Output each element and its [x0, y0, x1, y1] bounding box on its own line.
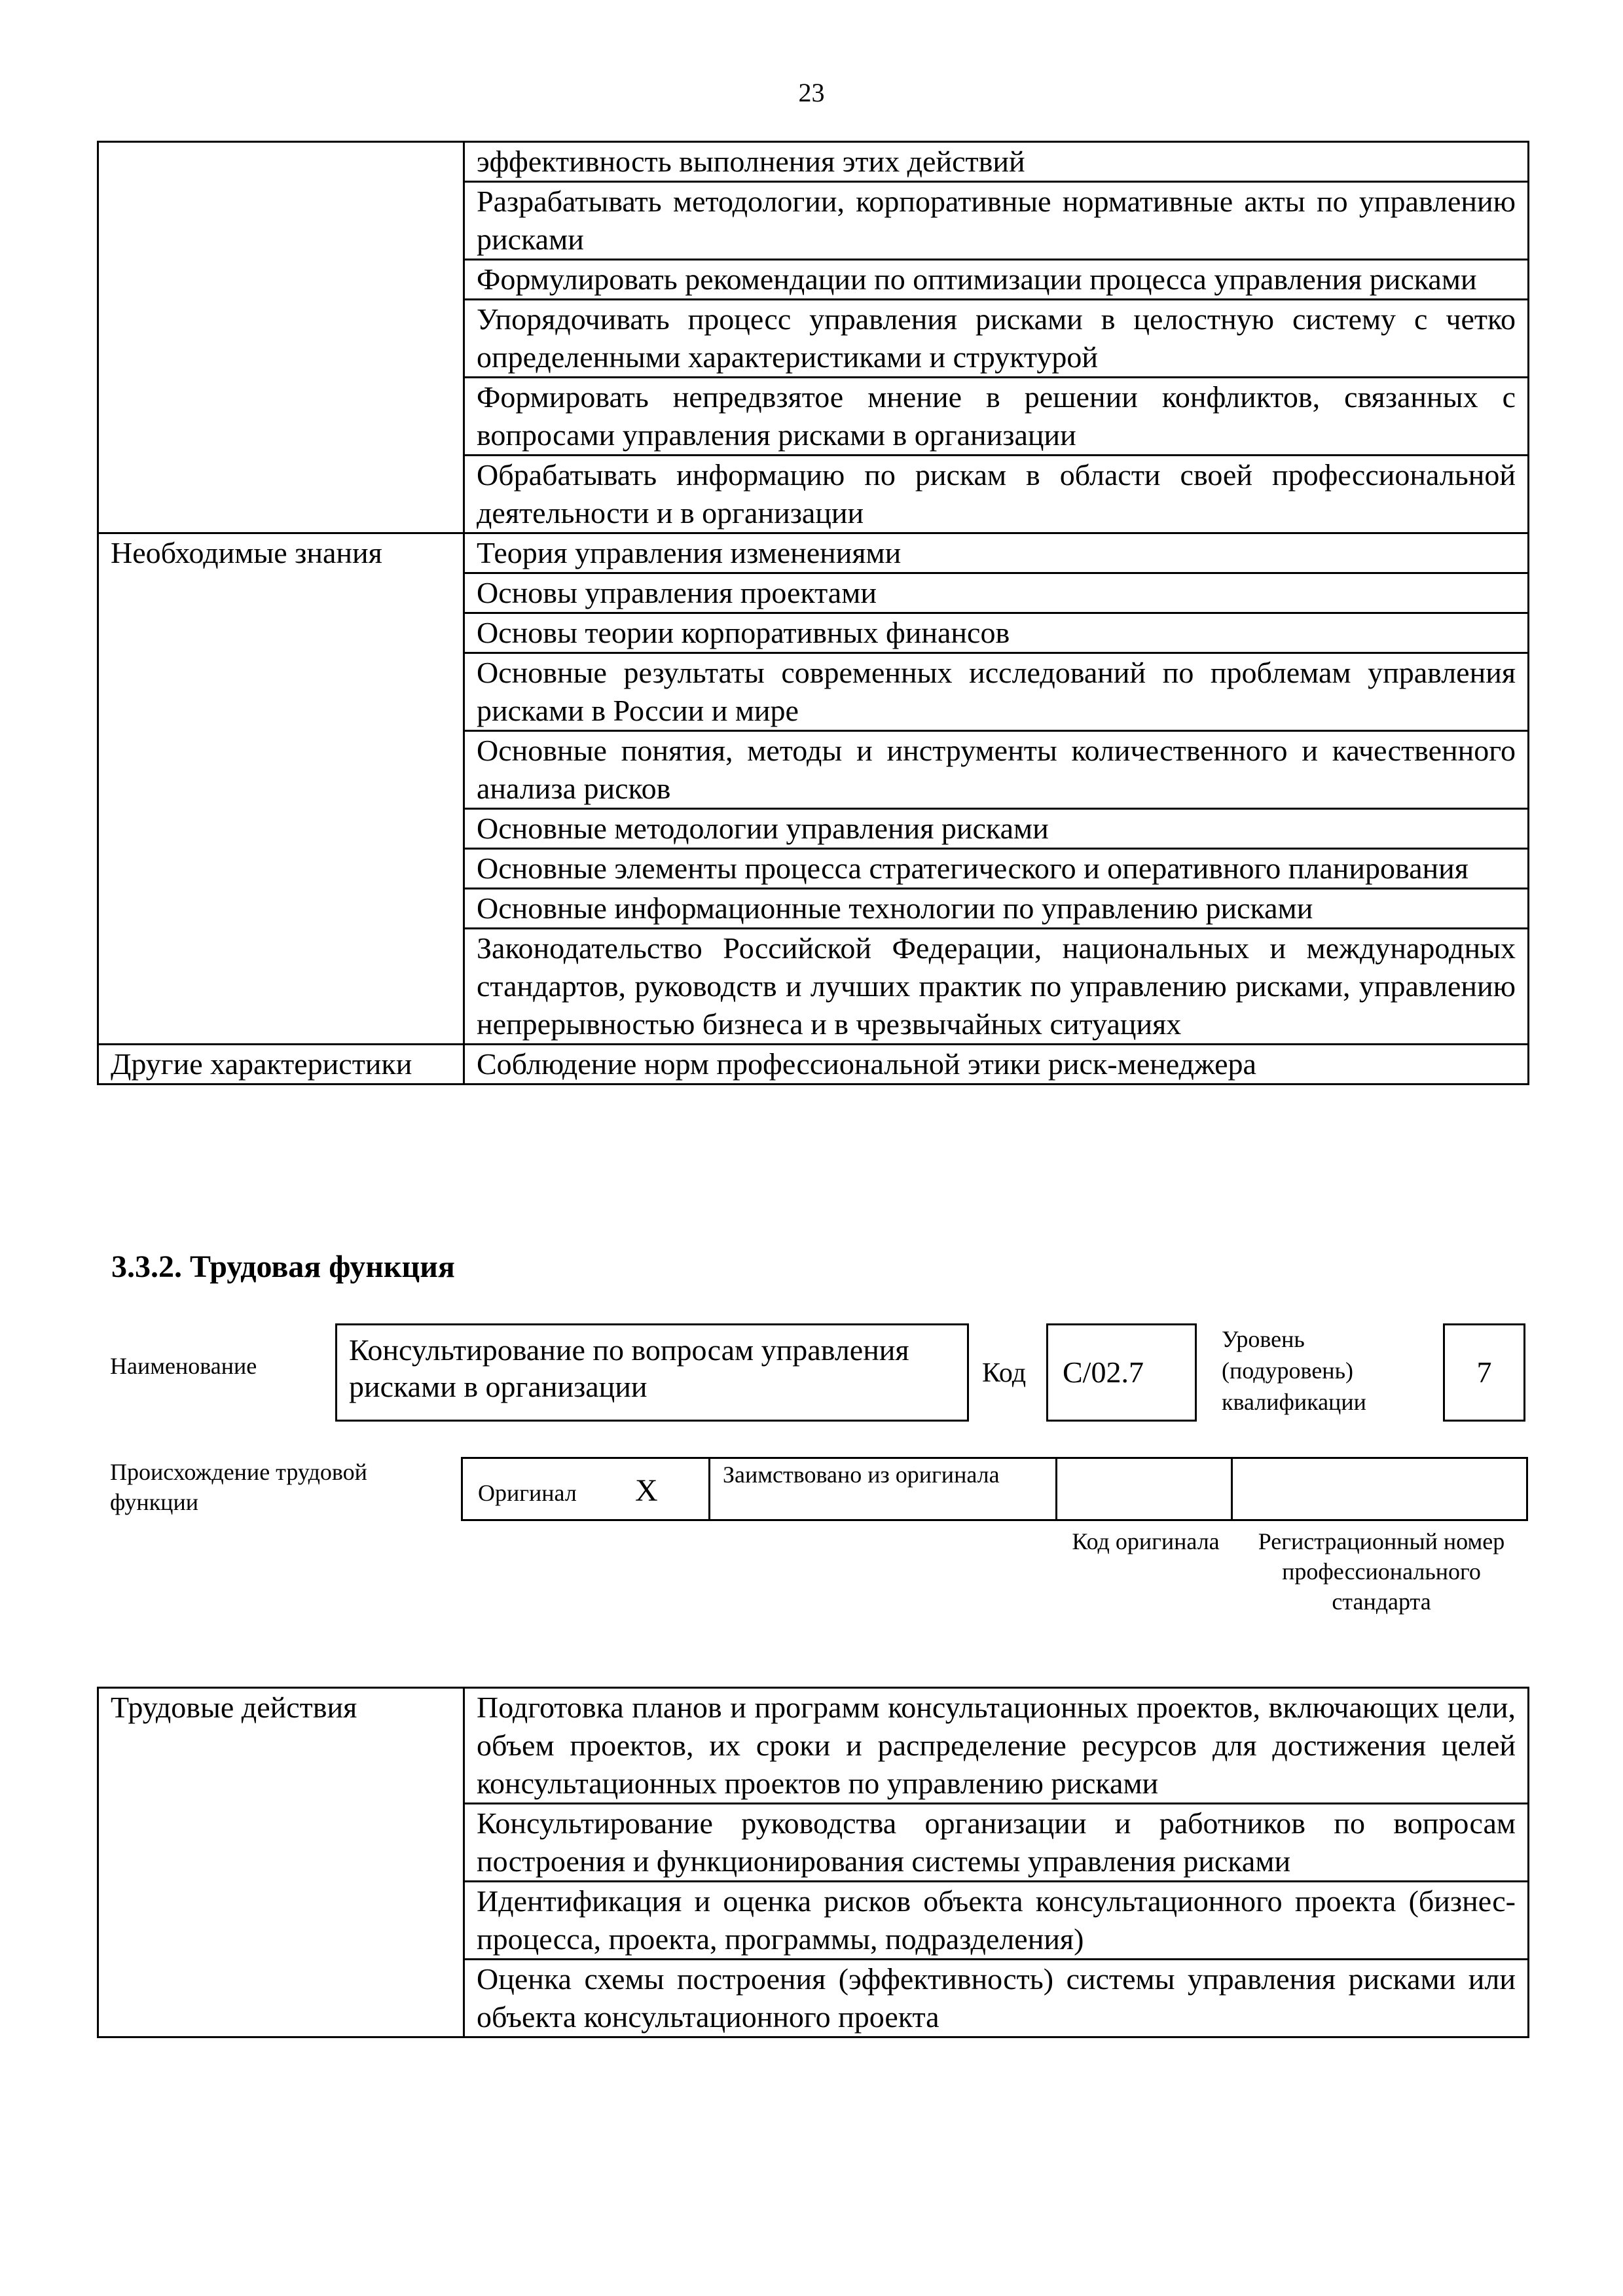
row-item: Теория управления изменениями — [464, 533, 1529, 573]
origin-label: Происхождение трудовой функции — [110, 1459, 367, 1515]
row-item: Основные понятия, методы и инструменты количественного и качественного анализа рисков — [464, 731, 1529, 809]
reg-number-caption: Регистрационный номер профессионального стандарта — [1258, 1528, 1505, 1615]
row-item: Основы теории корпоративных финансов — [464, 613, 1529, 653]
table-row — [98, 1688, 1529, 1804]
original-mark: X — [635, 1473, 658, 1508]
level-box — [1443, 1323, 1525, 1422]
origin-divider-3 — [1231, 1457, 1233, 1521]
table-row — [98, 1045, 1529, 1085]
code-value: C/02.7 — [1063, 1355, 1144, 1389]
row-item: Консультирование руководства организации и работников по вопросам построения и функционирования системы управления рисками — [464, 1804, 1529, 1882]
table-row — [98, 142, 1529, 182]
skills-knowledge-table — [97, 141, 1529, 1085]
code-label: Код — [982, 1358, 1027, 1388]
row-label — [98, 142, 464, 533]
row-label: Трудовые действия — [98, 1688, 464, 2037]
row-item: Соблюдение норм профессиональной этики риск-менеджера — [464, 1045, 1529, 1085]
borrowed-label: Заимствовано из оригинала — [723, 1462, 1000, 1488]
level-label: Уровень (подуровень) квалификации — [1222, 1326, 1366, 1415]
row-item: Основные результаты современных исследований по проблемам управления рисками в России и мире — [464, 653, 1529, 731]
labor-actions-table — [97, 1687, 1529, 2038]
row-item: Основные информационные технологии по управлению рисками — [464, 889, 1529, 929]
original-label: Оригинал — [478, 1480, 577, 1506]
level-value: 7 — [1476, 1355, 1492, 1389]
origin-divider-2 — [1055, 1457, 1057, 1521]
row-label: Необходимые знания — [98, 533, 464, 1045]
origin-divider-1 — [708, 1457, 710, 1521]
name-label: Наименование — [110, 1353, 257, 1379]
row-item: Подготовка планов и программ консультационных проектов, включающих цели, объем проектов, их сроки и распределение ресурсов для достижения целей консультационных проектов по управлению рисками — [464, 1688, 1529, 1804]
row-item: Формировать непредвзятое мнение в решении конфликтов, связанных с вопросами управления рисками в организации — [464, 378, 1529, 456]
row-item: Разрабатывать методологии, корпоративные нормативные акты по управлению рисками — [464, 182, 1529, 260]
function-name-box — [335, 1323, 969, 1422]
row-item: Оценка схемы построения (эффективность) системы управления рисками или объекта консультационного проекта — [464, 1960, 1529, 2037]
section-title: 3.3.2. Трудовая функция — [111, 1249, 455, 1284]
row-item: Законодательство Российской Федерации, национальных и международных стандартов, руководств и лучших практик по управлению рисками, управлению непрерывностью бизнеса и в чрезвычайных ситуациях — [464, 929, 1529, 1045]
row-item: Обрабатывать информацию по рискам в области своей профессиональной деятельности и в организации — [464, 456, 1529, 533]
table-row — [98, 533, 1529, 573]
row-item: Основные элементы процесса стратегического и оперативного планирования — [464, 849, 1529, 889]
page-number: 23 — [798, 78, 825, 107]
row-item: Основные методологии управления рисками — [464, 809, 1529, 849]
row-item: Упорядочивать процесс управления рисками в целостную систему с четко определенными характеристиками и структурой — [464, 300, 1529, 378]
row-label: Другие характеристики — [98, 1045, 464, 1085]
code-box — [1046, 1323, 1197, 1422]
code-original-caption: Код оригинала — [1072, 1528, 1220, 1554]
row-item: Идентификация и оценка рисков объекта консультационного проекта (бизнес-процесса, проекта, программы, подразделения) — [464, 1882, 1529, 1960]
function-name-value: Консультирование по вопросам управления рисками в организации — [349, 1333, 909, 1403]
row-item: эффективность выполнения этих действий — [464, 142, 1529, 182]
row-item: Формулировать рекомендации по оптимизации процесса управления рисками — [464, 260, 1529, 300]
row-item: Основы управления проектами — [464, 573, 1529, 613]
